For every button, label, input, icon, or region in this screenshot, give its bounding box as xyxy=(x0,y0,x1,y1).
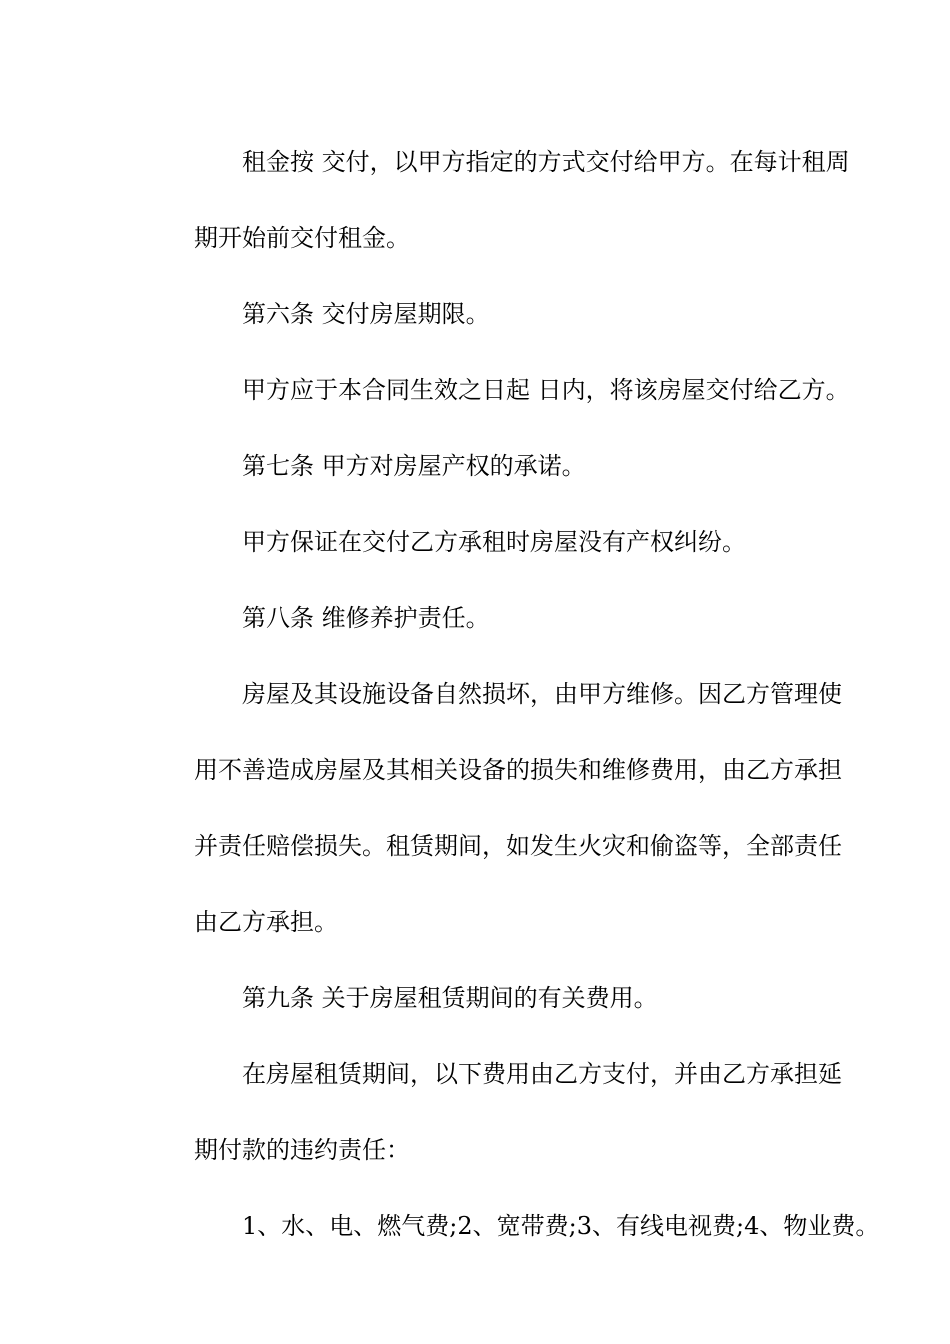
text-line: 并责任赔偿损失。租赁期间，如发生火灾和偷盗等，全部责任 xyxy=(194,832,842,860)
text-line: 第七条 甲方对房屋产权的承诺。 xyxy=(242,452,586,480)
paragraph-fees xyxy=(146,1036,842,1188)
article-7-heading xyxy=(146,428,816,504)
text-line: 期开始前交付租金。 xyxy=(194,224,410,252)
paragraph-rent-payment xyxy=(146,124,850,276)
text-line: 期付款的违约责任： xyxy=(194,1136,410,1164)
paragraph-maintenance xyxy=(146,656,842,960)
article-6-heading xyxy=(146,276,816,352)
text-line: 第九条 关于房屋租赁期间的有关费用。 xyxy=(242,984,658,1012)
article-8-heading xyxy=(146,580,816,656)
text-line: 第六条 交付房屋期限。 xyxy=(242,300,490,328)
text-line: 房屋及其设施设备自然损坏，由甲方维修。因乙方管理使 xyxy=(242,680,842,708)
article-9-heading xyxy=(146,960,816,1036)
text-line: 甲方应于本合同生效之日起 日内，将该房屋交付给乙方。 xyxy=(242,376,850,404)
text-line: 由乙方承担。 xyxy=(194,908,338,936)
text-line: 第八条 维修养护责任。 xyxy=(242,604,490,632)
text-line: 租金按 交付，以甲方指定的方式交付给甲方。在每计租周 xyxy=(242,148,850,176)
document-body xyxy=(146,124,880,1264)
text-line: 用不善造成房屋及其相关设备的损失和维修费用，由乙方承担 xyxy=(194,756,842,784)
paragraph-delivery xyxy=(146,352,850,428)
paragraph-ownership xyxy=(146,504,816,580)
text-line: 1、水、电、燃气费;2、宽带费;3、有线电视费;4、物业费。 xyxy=(242,1212,880,1240)
text-line: 甲方保证在交付乙方承租时房屋没有产权纠纷。 xyxy=(242,528,746,556)
paragraph-fee-list xyxy=(146,1188,880,1264)
text-line: 在房屋租赁期间，以下费用由乙方支付，并由乙方承担延 xyxy=(242,1060,842,1088)
